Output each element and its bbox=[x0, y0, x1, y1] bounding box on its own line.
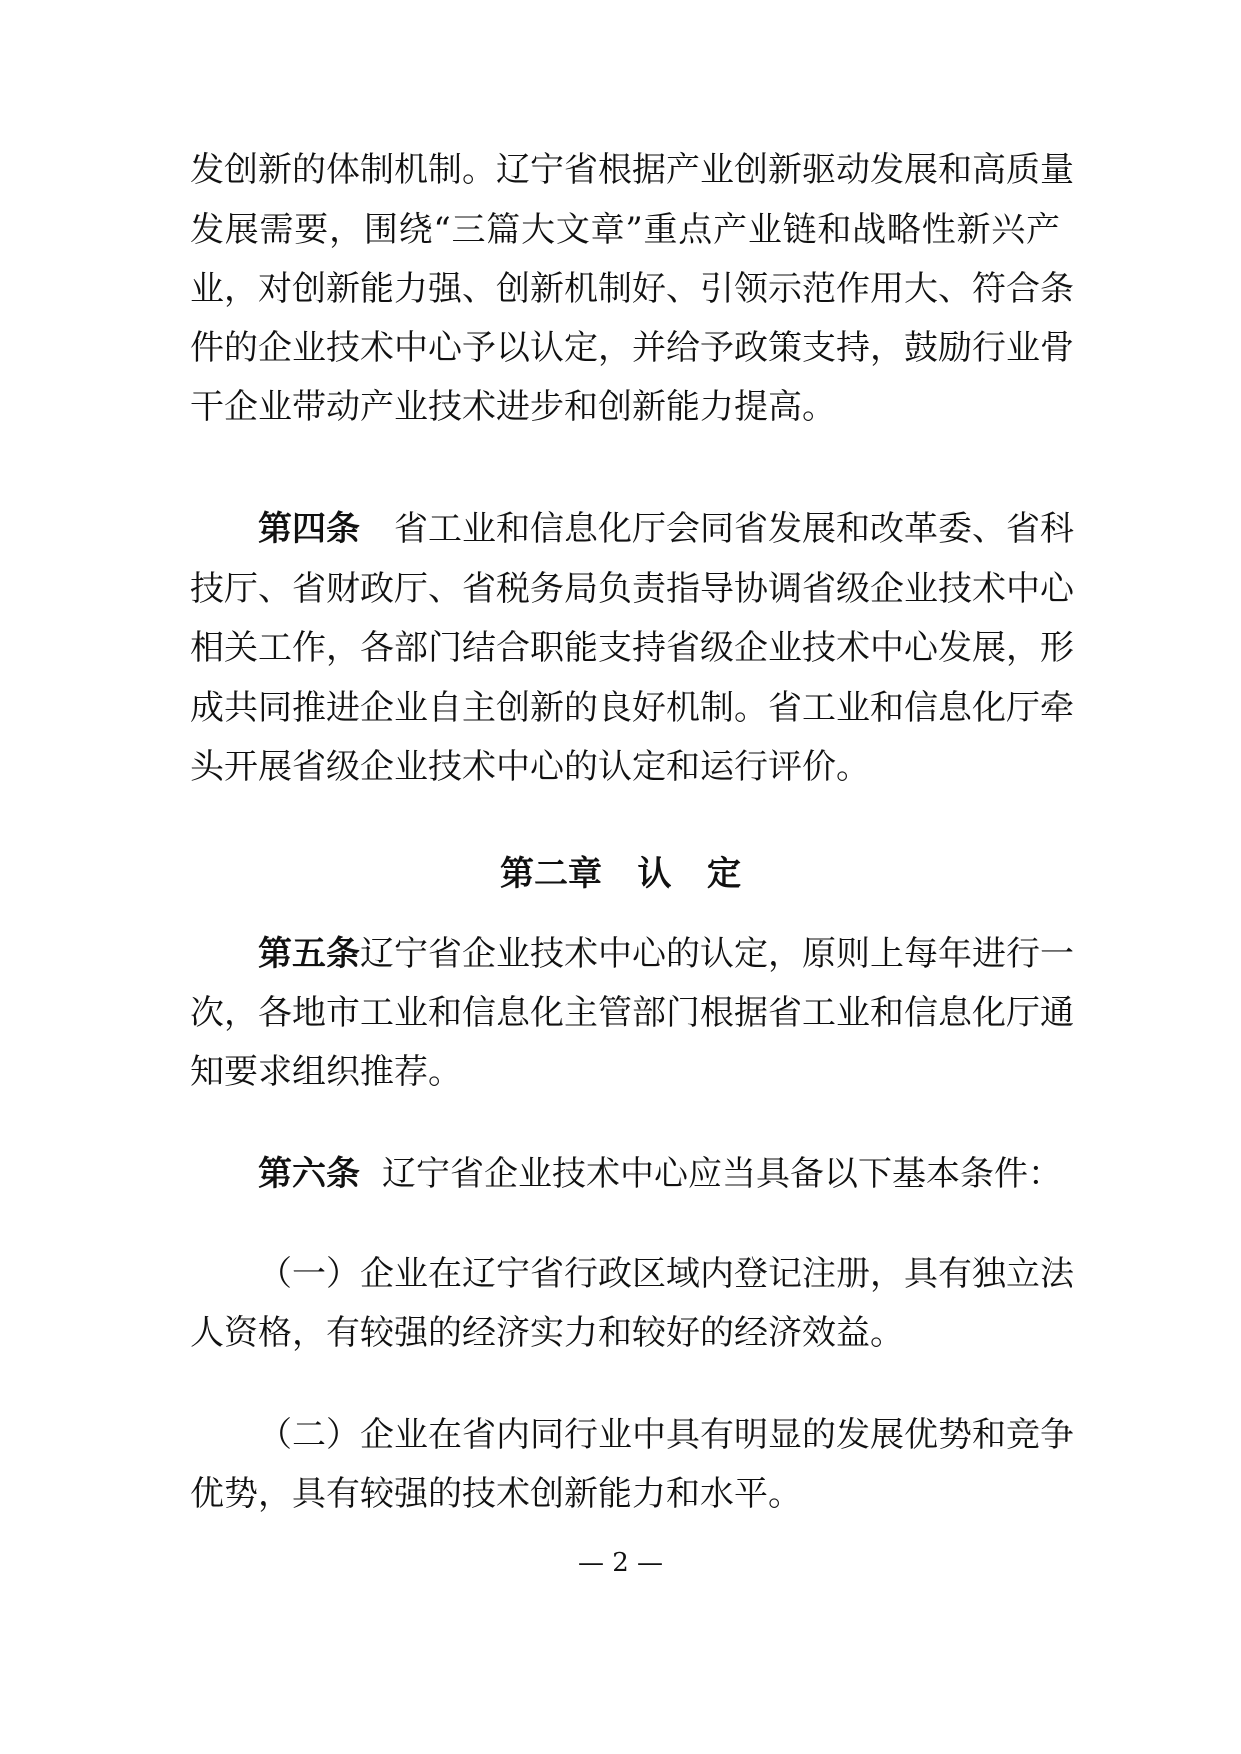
paragraph-line: 技厅、省财政厅、省税务局负责指导协调省级企业技术中心 bbox=[190, 569, 1074, 609]
list-item-line: （二）企业在省内同行业中具有明显的发展优势和竞争 bbox=[258, 1415, 1074, 1455]
article-5-label: 第五条 bbox=[258, 934, 360, 974]
list-item-line: （一）企业在辽宁省行政区域内登记注册，具有独立法 bbox=[258, 1254, 1074, 1294]
article-4-text: 省工业和信息化厅会同省发展和改革委、省科 bbox=[394, 509, 1074, 549]
paragraph-line: 知要求组织推荐。 bbox=[190, 1052, 462, 1092]
paragraph-line: 发创新的体制机制。辽宁省根据产业创新驱动发展和高质量 bbox=[190, 150, 1074, 190]
list-item-line: 优势，具有较强的技术创新能力和水平。 bbox=[190, 1474, 802, 1514]
chapter-heading: 第二章 认 定 bbox=[499, 854, 742, 894]
paragraph-line: 次，各地市工业和信息化主管部门根据省工业和信息化厅通 bbox=[190, 993, 1074, 1033]
page-number: — 2 — bbox=[577, 1548, 664, 1578]
paragraph-line: 件的企业技术中心予以认定，并给予政策支持，鼓励行业骨 bbox=[190, 328, 1074, 368]
article-6-text: 辽宁省企业技术中心应当具备以下基本条件： bbox=[382, 1154, 1062, 1194]
article-5-text: 辽宁省企业技术中心的认定，原则上每年进行一 bbox=[360, 934, 1074, 974]
paragraph-line: 干企业带动产业技术进步和创新能力提高。 bbox=[190, 387, 836, 427]
paragraph-line: 成共同推进企业自主创新的良好机制。省工业和信息化厅牵 bbox=[190, 688, 1074, 728]
paragraph-line: 头开展省级企业技术中心的认定和运行评价。 bbox=[190, 747, 870, 787]
article-4-label: 第四条 bbox=[258, 509, 360, 549]
article-6-first-line bbox=[258, 1154, 1060, 1194]
article-4-first-line bbox=[258, 509, 1074, 549]
list-item-line: 人资格，有较强的经济实力和较好的经济效益。 bbox=[190, 1313, 904, 1353]
article-6-label: 第六条 bbox=[258, 1154, 360, 1194]
paragraph-line: 相关工作，各部门结合职能支持省级企业技术中心发展，形 bbox=[190, 628, 1074, 668]
paragraph-line: 业，对创新能力强、创新机制好、引领示范作用大、符合条 bbox=[190, 269, 1074, 309]
article-5-first-line bbox=[258, 934, 1074, 974]
paragraph-line: 发展需要，围绕“三篇大文章”重点产业链和战略性新兴产 bbox=[190, 210, 1060, 250]
